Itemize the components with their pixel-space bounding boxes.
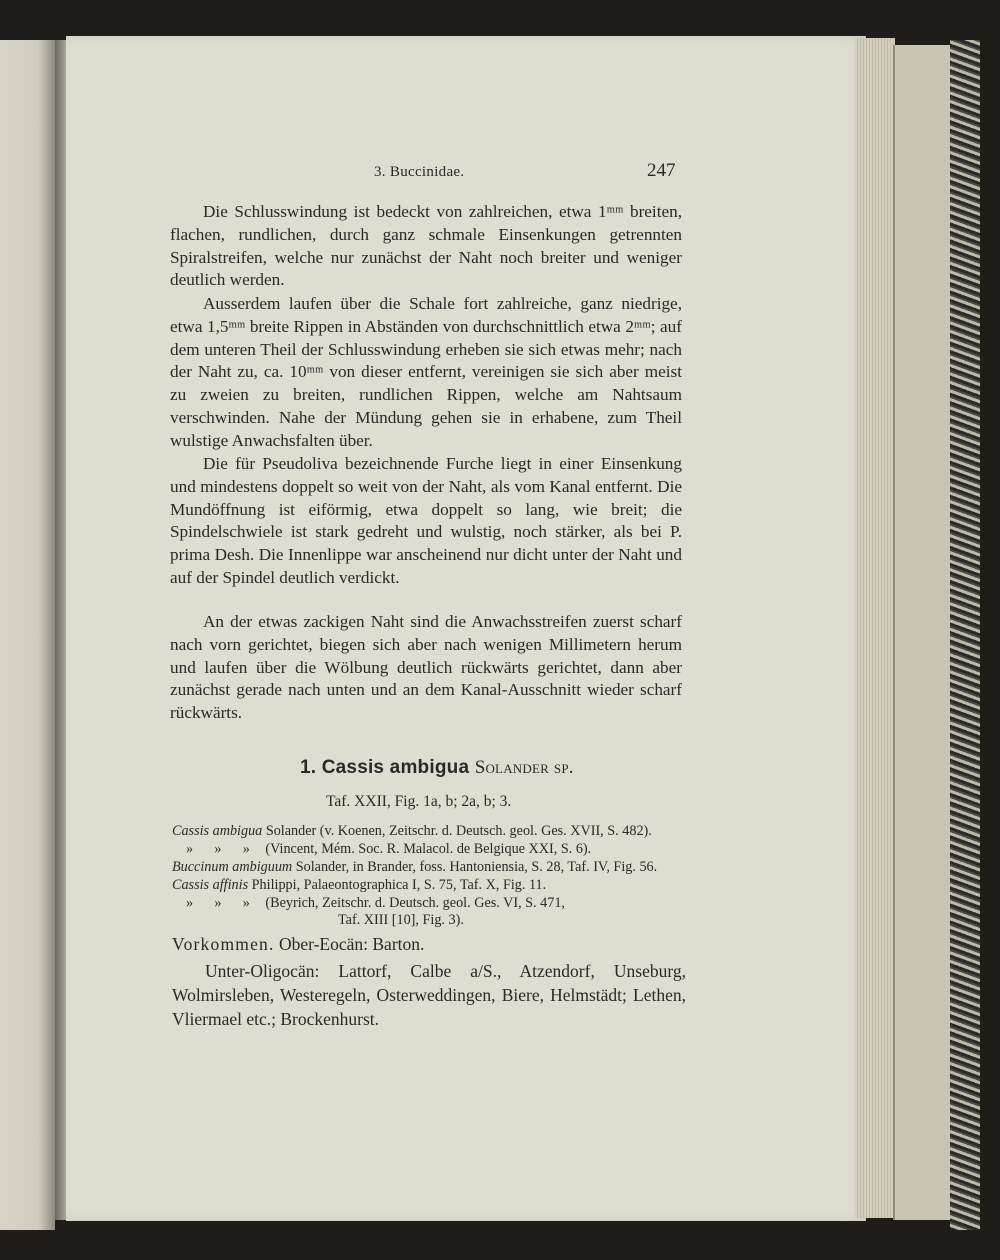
synonym-reference: (Vincent, Mém. Soc. R. Malacol. de Belgique XXI, S. 6). [265, 841, 592, 857]
paragraph-2: Ausserdem laufen über die Schale fort zahlreiche, ganz niedrige, etwa 1,5ᵐᵐ breite Rippen in Abständen von durchschnittlich etwa 2ᵐᵐ; auf dem unteren Theil der Schlusswindung erheben sie sich etwas mehr; nach der Naht zu, ca. 10ᵐᵐ von dieser entfernt, vereinigen sie sich aber meist zu zweien zu breiten, rundlichen Rippen, welche am Nahtsaum verschwinden. Nahe der Mündung gehen sie in erhabene, zum Theil wulstige Anwachsfalten über. [170, 294, 682, 450]
synonym-name: Cassis ambigua [172, 823, 263, 839]
left-page-edge [0, 40, 55, 1230]
synonym-name: Cassis affinis [172, 877, 249, 893]
synonym-line-continuation [172, 912, 692, 929]
synonym-line [172, 823, 692, 840]
page-edges [855, 38, 895, 1218]
synonym-reference: (Beyrich, Zeitschr. d. Deutsch. geol. Ges. VI, S. 471, [265, 895, 565, 911]
paragraph-3: Die für Pseudoliva bezeichnende Furche liegt in einer Einsenkung und mindestens doppelt so weit von der Naht, als vom Kanal entfernt. Die Mundöffnung ist eiförmig, etwa doppelt so lang, wie breit; die Spindelschwiele ist stark gedreht und wulstig, noch stärker, als bei P. prima Desh. Die Innenlippe war anscheinend nur dicht unter der Naht und auf der Spindel deutlich verdickt. [170, 454, 682, 587]
plate-reference: Taf. XXII, Fig. 1a, b; 2a, b; 3. [326, 793, 512, 810]
occurrence-label: Vorkommen. [172, 934, 275, 954]
synonym-line [172, 895, 692, 912]
occurrence-eocene: Ober-Eocän: Barton. [278, 934, 425, 954]
synonym-reference-continued: Taf. XIII [10], Fig. 3). [338, 912, 464, 928]
running-header: 3. Buccinidae. [374, 164, 465, 180]
occurrence-oligocene: Unter-Oligocän: Lattorf, Calbe a/S., Atzendorf, Unseburg, Wolmirsleben, Westeregeln, Osterweddingen, Biere, Helmstädt; Lethen, Vliermael etc.; Brockenhurst. [172, 961, 686, 1029]
page-number: 247 [647, 160, 676, 181]
synonym-line [172, 877, 692, 894]
occurrence-line-1 [172, 932, 686, 956]
synonym-reference: Philippi, Palaeontographica I, S. 75, Taf. X, Fig. 11. [251, 877, 547, 893]
synonym-name: Buccinum ambiguum [172, 859, 293, 875]
synonym-line [172, 859, 692, 876]
synonym-reference: Solander, in Brander, foss. Hantoniensia, S. 28, Taf. IV, Fig. 56. [295, 859, 658, 875]
ditto-marks: » » » [186, 841, 250, 857]
species-heading [300, 757, 574, 779]
book-spine [950, 40, 980, 1230]
synonym-line [172, 841, 692, 858]
paragraph-4: An der etwas zackigen Naht sind die Anwachsstreifen zuerst scharf nach vorn gerichtet, biegen sich aber nach wenigen Millimetern herum und laufen über die Wölbung deutlich rückwärts gerichtet, dann aber zunächst gerade nach unten und an dem Kanal-Ausschnitt wieder scharf rückwärts. [170, 612, 682, 723]
species-number: 1. [300, 757, 317, 778]
ditto-marks: » » » [186, 895, 250, 911]
species-author: Solander sp. [474, 757, 574, 778]
paragraph-1: Die Schlusswindung ist bedeckt von zahlreichen, etwa 1ᵐᵐ breiten, flachen, rundlichen, durch ganz schmale Einsenkungen getrennten Spiralstreifen, welche nur zunächst der Naht noch breiter und weniger deutlich werden. [170, 202, 682, 290]
book-cover [893, 45, 955, 1220]
species-name: Cassis ambigua [321, 757, 470, 778]
synonym-reference: Solander (v. Koenen, Zeitschr. d. Deutsch. geol. Ges. XVII, S. 482). [265, 823, 652, 839]
